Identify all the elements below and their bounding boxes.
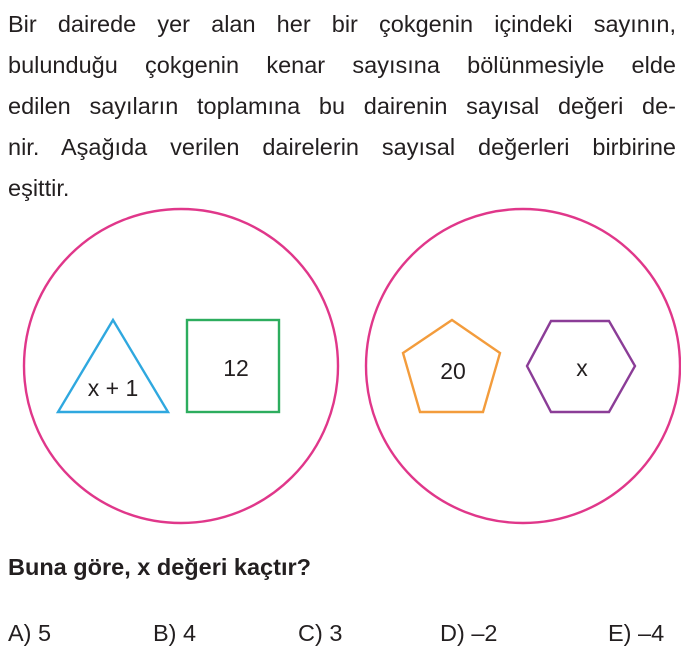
- option-a-letter: A): [8, 620, 32, 646]
- triangle-label: x + 1: [87, 375, 139, 401]
- answer-options: [0, 615, 681, 651]
- pentagon-label: 20: [440, 358, 466, 384]
- hexagon-label: x: [576, 355, 588, 381]
- option-b[interactable]: [153, 615, 196, 651]
- statement-line-2: bulunduğu çokgenin kenar sayısına bölünmesiyle elde: [8, 52, 676, 78]
- option-c-value: 3: [329, 620, 343, 646]
- statement-line-5: eşittir.: [8, 175, 70, 201]
- option-e-value: –4: [638, 620, 665, 646]
- option-d[interactable]: [440, 615, 497, 651]
- option-c-letter: C): [298, 620, 323, 646]
- option-d-value: –2: [471, 620, 498, 646]
- option-a-value: 5: [38, 620, 52, 646]
- option-e[interactable]: [608, 615, 664, 651]
- option-b-value: 4: [183, 620, 197, 646]
- question-text: Buna göre, x değeri kaçtır?: [8, 554, 311, 580]
- statement-line-3: edilen sayıların toplamına bu dairenin sayısal değeri de-: [8, 93, 676, 119]
- square-label: 12: [223, 355, 249, 381]
- option-d-letter: D): [440, 620, 465, 646]
- option-e-letter: E): [608, 620, 632, 646]
- option-c[interactable]: [298, 615, 342, 651]
- right-circle: [366, 209, 680, 523]
- left-circle: [24, 209, 338, 523]
- statement-line-4: nir. Aşağıda verilen dairelerin sayısal değerleri birbirine: [8, 134, 676, 160]
- option-b-letter: B): [153, 620, 177, 646]
- option-a[interactable]: [8, 615, 51, 651]
- statement-line-1: Bir dairede yer alan her bir çokgenin içindeki sayının,: [8, 11, 676, 37]
